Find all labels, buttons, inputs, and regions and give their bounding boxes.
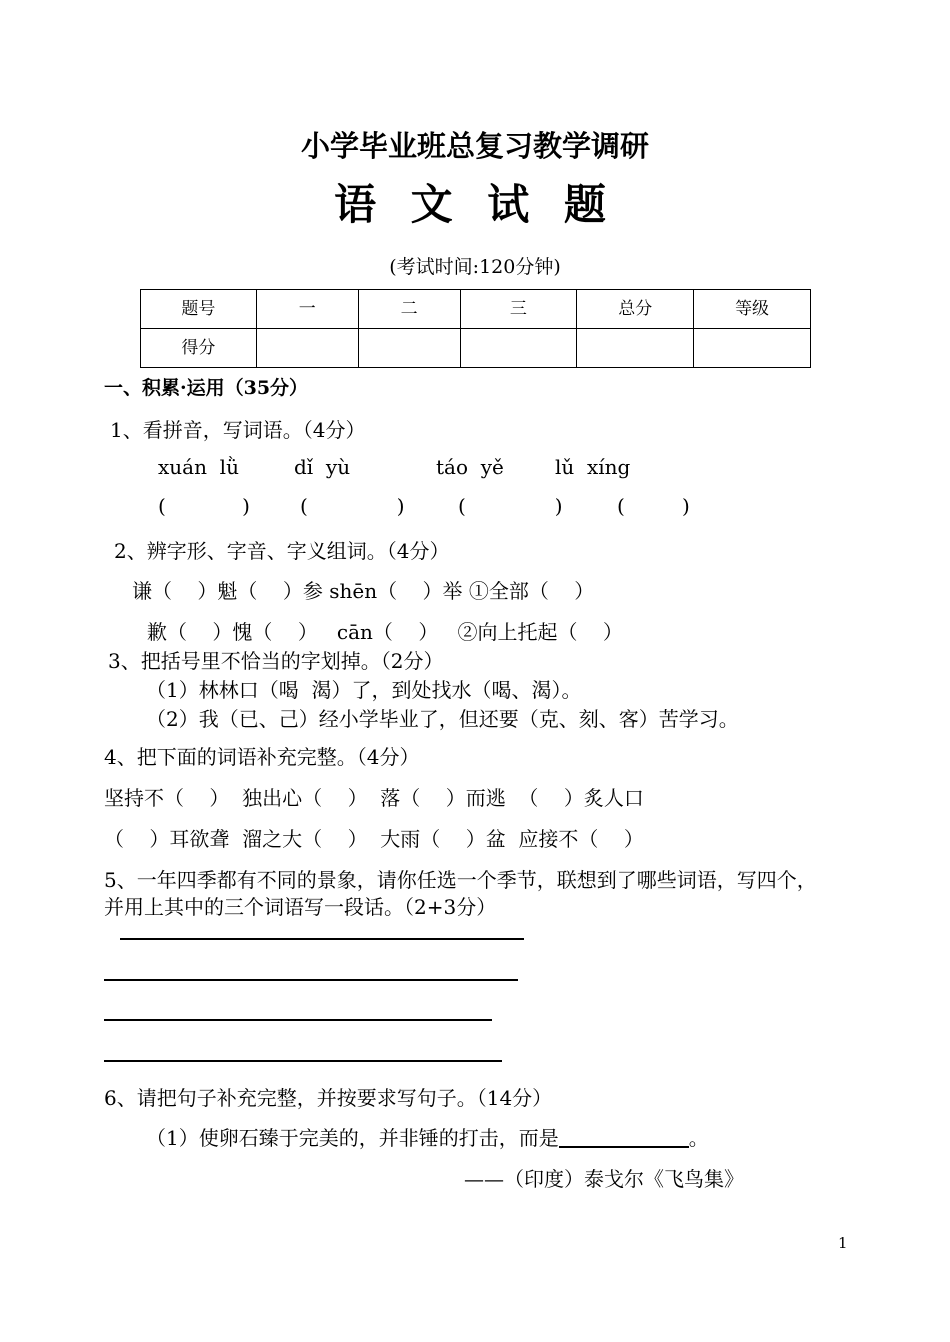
writing-line[interactable] bbox=[104, 979, 518, 981]
pinyin-item: dǐ yù bbox=[294, 455, 351, 479]
question-3-prompt: 3、把括号里不恰当的字划掉。（2分） bbox=[108, 649, 444, 673]
question-6-item-text: （1）使卵石臻于完美的，并非锤的打击，而是 bbox=[146, 1126, 559, 1150]
score-table-header-cell: 题号 bbox=[141, 290, 257, 329]
question-3-item: （2）我（已、己）经小学毕业了，但还要（克、刻、客）苦学习。 bbox=[146, 707, 739, 731]
writing-line[interactable] bbox=[104, 1019, 492, 1021]
score-cell[interactable] bbox=[694, 329, 811, 368]
pinyin-item: xuán lǜ bbox=[158, 455, 239, 479]
answer-bracket[interactable]: ( ) bbox=[158, 494, 250, 518]
answer-bracket[interactable]: ( ) bbox=[617, 494, 690, 518]
question-2-row: 歉（ ）愧（ ） cān（ ） ②向上托起（ ） bbox=[147, 620, 623, 644]
exam-time: (考试时间:120分钟) bbox=[389, 256, 561, 278]
score-cell[interactable] bbox=[460, 329, 577, 368]
question-5-prompt: 并用上其中的三个词语写一段话。（2+3分） bbox=[104, 895, 497, 919]
question-4-row: 坚持不（ ） 独出心（ ） 落（ ）而逃 （ ）炙人口 bbox=[104, 786, 644, 810]
question-4-prompt: 4、把下面的词语补充完整。（4分） bbox=[104, 745, 420, 769]
question-5-prompt: 5、一年四季都有不同的景象，请你任选一个季节，联想到了哪些词语，写四个， bbox=[104, 868, 817, 892]
quote-attribution: ——（印度）泰戈尔《飞鸟集》 bbox=[464, 1167, 744, 1191]
score-row-label: 得分 bbox=[141, 329, 257, 368]
score-table-header-cell: 一 bbox=[256, 290, 358, 329]
score-table-header-cell: 二 bbox=[358, 290, 460, 329]
page-number: 1 bbox=[838, 1234, 848, 1252]
score-cell[interactable] bbox=[256, 329, 358, 368]
score-table-score-row bbox=[141, 329, 811, 368]
section-heading: 一、积累·运用（35分） bbox=[104, 377, 309, 399]
pinyin-item: lǔ xíng bbox=[555, 455, 631, 479]
score-table-header-cell: 三 bbox=[460, 290, 577, 329]
score-cell[interactable] bbox=[577, 329, 694, 368]
score-table-header-row bbox=[141, 290, 811, 329]
question-2-row: 谦（ ）魁（ ）参 shēn（ ）举 ①全部（ ） bbox=[132, 579, 595, 603]
question-6-prompt: 6、请把句子补充完整，并按要求写句子。（14分） bbox=[104, 1086, 553, 1110]
question-6-item bbox=[146, 1122, 709, 1151]
score-table bbox=[140, 289, 811, 368]
question-2-prompt: 2、辨字形、字音、字义组词。（4分） bbox=[114, 539, 450, 563]
paper-subtitle: 语 文 试 题 bbox=[334, 180, 616, 229]
question-6-item-end: 。 bbox=[688, 1126, 709, 1150]
writing-line[interactable] bbox=[104, 1060, 502, 1062]
question-4-row: （ ）耳欲聋 溜之大（ ） 大雨（ ）盆 应接不（ ） bbox=[104, 827, 644, 851]
question-3-item: （1）林林口（喝 渴）了，到处找水（喝、渴）。 bbox=[146, 678, 582, 702]
score-table-header-cell: 总分 bbox=[577, 290, 694, 329]
writing-line[interactable] bbox=[120, 938, 524, 940]
score-table-header-cell: 等级 bbox=[694, 290, 811, 329]
answer-bracket[interactable]: ( ) bbox=[300, 494, 405, 518]
pinyin-item: táo yě bbox=[436, 455, 504, 479]
answer-bracket[interactable]: ( ) bbox=[458, 494, 563, 518]
score-cell[interactable] bbox=[358, 329, 460, 368]
question-1-prompt: 1、看拼音，写词语。（4分） bbox=[110, 418, 366, 442]
fill-blank[interactable] bbox=[559, 1126, 689, 1148]
paper-title: 小学毕业班总复习教学调研 bbox=[300, 129, 649, 163]
